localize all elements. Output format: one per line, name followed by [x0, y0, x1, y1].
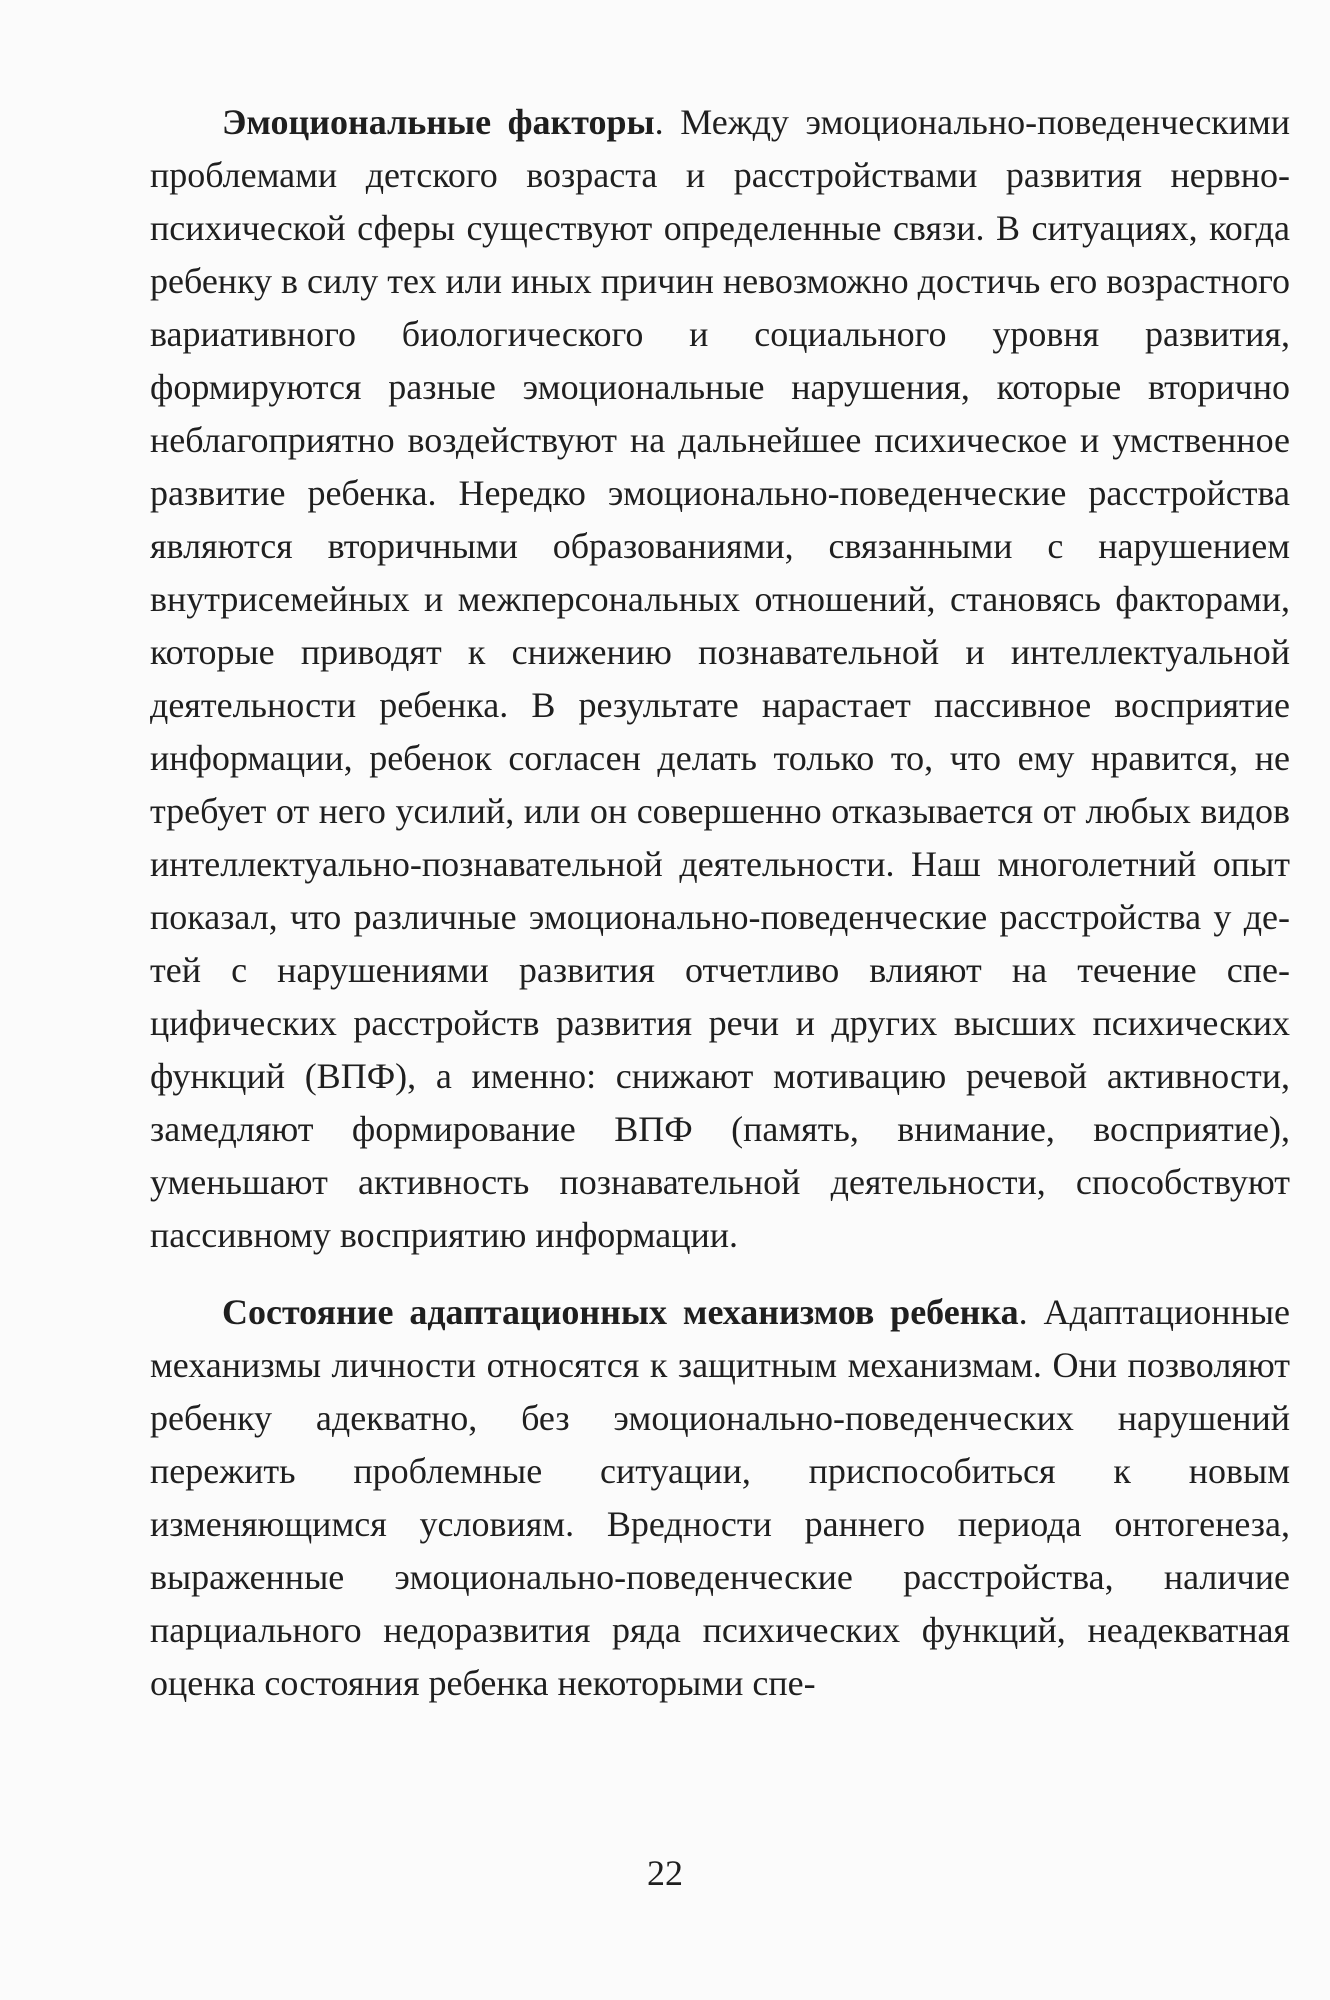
- paragraph-heading: Состояние адаптационных механизмов ребенка: [222, 1292, 1019, 1332]
- page-number: 22: [647, 1853, 683, 1893]
- page-body: [150, 96, 1290, 1710]
- paragraph-heading: Эмоциональные факторы: [222, 102, 655, 142]
- paragraph-emotional-factors: [150, 96, 1290, 1262]
- paragraph-text: . Адаптационные механизмы личности относятся к защитным механизмам. Они позволяют ребенку адекватно, без эмоционально-поведенческих нарушений пережить проблемные ситуации, приспособиться к новым изменяющимся условиям. Вредности раннего периода онтогенеза, выраженные эмоционально-поведенческие расстройства, наличие парциального недоразвития ряда психических функций, неадекватная оценка состояния ребенка некоторыми спе-: [150, 1292, 1290, 1703]
- paragraph-text: . Между эмоционально-поведенческими проблемами детского возраста и расстройствами развития нервно-психической сферы существуют определенные связи. В ситуациях, когда ребенку в силу тех или иных причин невозможно достичь его возрастного вариативного биологического и социального уровня развития, формируются разные эмоциональные нарушения, которые вторично неблагоприятно воздействуют на дальнейшее психическое и умственное развитие ребенка. Нередко эмоционально-поведенческие расстройства являются вторичными образованиями, связанными с нарушением внутрисемейных и межперсональных отношений, становясь факторами, которые приводят к снижению познавательной и интеллектуальной деятельности ребенка. В результате нарастает пассивное восприятие информации, ребенок согласен делать только то, что ему нравится, не требует от него усилий, или он совершенно отказывается от любых видов интеллектуально-познавательной деятельности. Наш многолетний опыт показал, что различные эмоционально-поведенческие расстройства у детей с нарушениями развития отчетливо влияют на течение специфических расстройств развития речи и других высших психических функций (ВПФ), а именно: снижают мотивацию речевой активности, замедляют формирование ВПФ (память, внимание, восприятие), уменьшают активность познавательной деятельности, способствуют пассивному восприятию информации.: [150, 102, 1290, 1255]
- paragraph-adaptation-mechanisms: [150, 1286, 1290, 1710]
